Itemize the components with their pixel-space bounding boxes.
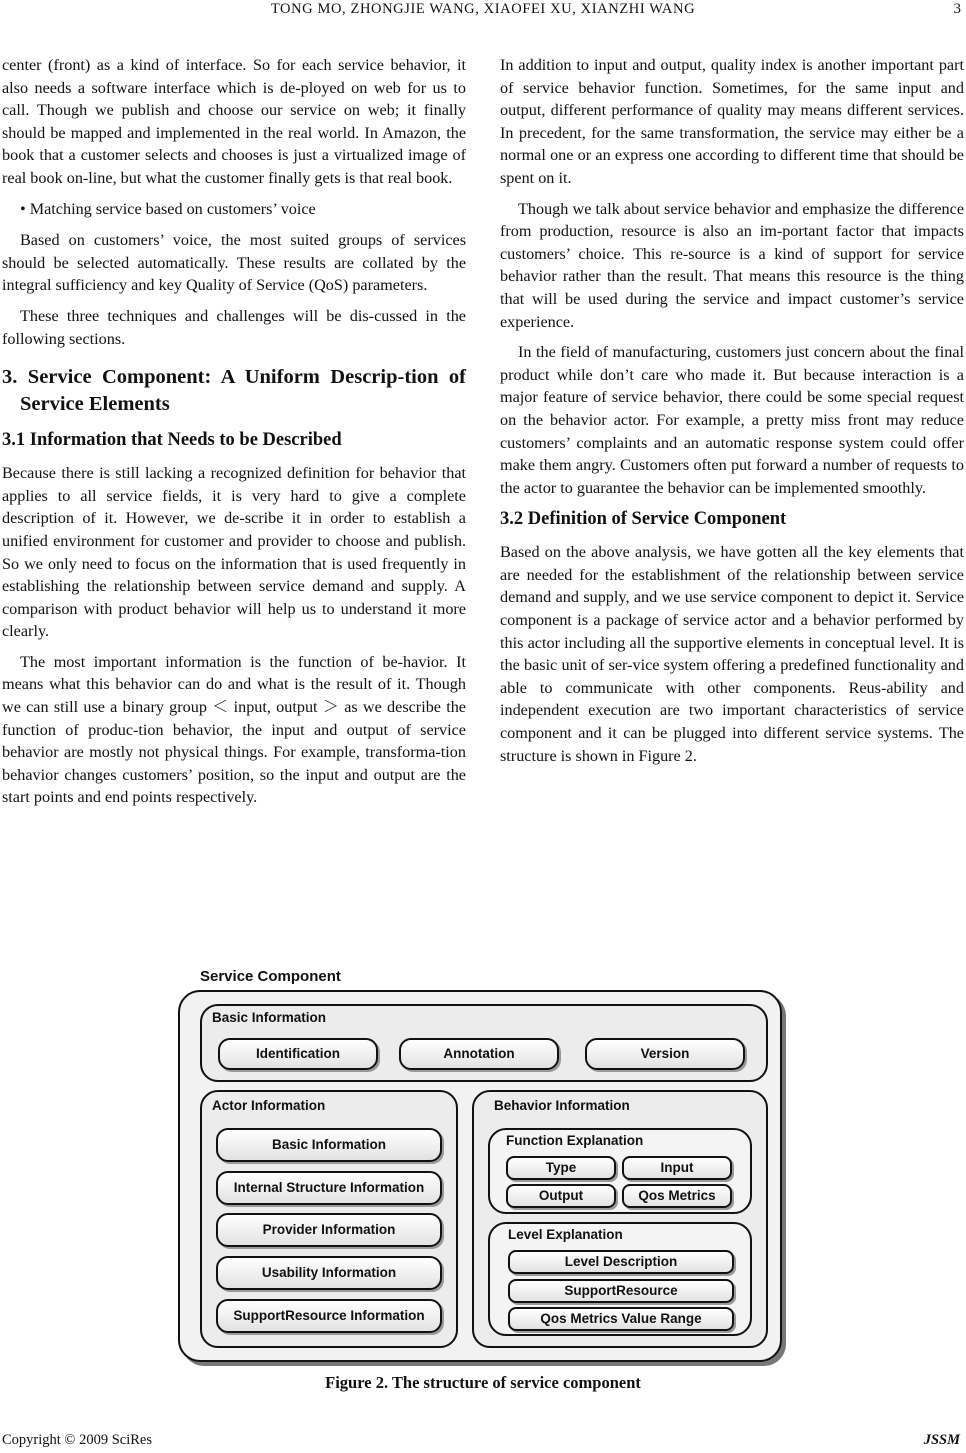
section-heading: 3. Service Component: A Uniform Descrip-tion of Service Elements [2, 366, 466, 416]
internal-structure-information-box: Internal Structure Information [216, 1171, 442, 1205]
copyright-text: Copyright © 2009 SciRes [2, 1432, 152, 1448]
running-head-authors: TONG MO, ZHONGJIE WANG, XIAOFEI XU, XIANZHI WANG [270, 1, 696, 17]
type-box: Type [506, 1156, 616, 1180]
bullet-item: • Matching service based on customers’ voice [20, 199, 316, 218]
paragraph: Because there is still lacking a recognized definition for behavior that applies to all service fields, it is very hard to give a complete description of it. However, we de-scribe it in order to establish a unified environment for customer and provider to choose and publish. So we only need to focus on the information that is used frequently in establishing the relationship between service demand and supply. A comparison with product behavior will help us to understand it more clearly. [2, 464, 466, 641]
page-number: 3 [953, 1, 961, 17]
level-description-box: Level Description [508, 1250, 734, 1274]
journal-name: JSSM [923, 1432, 960, 1448]
subsection-heading: 3.2 Definition of Service Component [500, 509, 787, 530]
usability-information-box: Usability Information [216, 1256, 442, 1290]
paragraph: In addition to input and output, quality index is another important part of service behavior function. Sometimes, for the same input and output, different performance of quality may means different services. In precedent, for the same transformation, the service may either be a normal one or an express one according to different time that should be spent on it. [500, 56, 964, 187]
paragraph: Based on the above analysis, we have gotten all the key elements that are needed for the establishment of the relationship between service demand and supply, and we use service component to depict it. Service component is a package of service actor and a behavior performed by this actor including all the supportive elements in conceptual level. It is the basic unit of ser-vice system offering a predefined functionality and able to communicate with other components. Reus-ability and independent execution are two important characteristics of service component and it can be plugged into different service systems. The structure is shown in Figure 2. [500, 543, 964, 765]
panel-title: Level Explanation [508, 1227, 623, 1242]
left-column [2, 54, 466, 817]
version-box: Version [585, 1038, 745, 1070]
supportresource-box: SupportResource [508, 1279, 734, 1303]
subsection-heading: 3.1 Information that Needs to be Described [2, 430, 342, 451]
paragraph: In the field of manufacturing, customers just concern about the final product while don’t care who made it. But because interaction is a major feature of service behavior, there could be some special request on the behavior actor. For example, a pretty miss front may reduce customers’ complaints and an automatic response system could offer make them angry. Customers often put forward a number of requests to the actor to guarantee the behavior can be implemented smoothly. [500, 343, 964, 497]
panel-title: Function Explanation [506, 1133, 644, 1148]
panel-title: Behavior Information [494, 1098, 630, 1113]
service-component-box [178, 990, 782, 1362]
figure-service-component [0, 960, 966, 1360]
figure-title: Service Component [200, 968, 341, 985]
supportresource-information-box: SupportResource Information [216, 1299, 442, 1333]
page-footer [2, 1432, 964, 1449]
qos-metrics-box: Qos Metrics [622, 1184, 732, 1208]
provider-information-box: Provider Information [216, 1213, 442, 1247]
paragraph: Though we talk about service behavior and emphasize the difference from production, resource is also an im-portant factor that impacts customers’ choice. This re-source is a kind of support for service behavior rather than the result. That means this resource is the thing that will be used during the service and impact customer’s service experience. [500, 199, 964, 331]
panel-title: Basic Information [212, 1010, 327, 1025]
page-header [0, 0, 966, 24]
qos-metrics-value-range-box: Qos Metrics Value Range [508, 1307, 734, 1331]
behavior-information-panel [472, 1090, 768, 1348]
annotation-box: Annotation [399, 1038, 559, 1070]
level-explanation-panel [488, 1222, 752, 1336]
output-box: Output [506, 1184, 616, 1208]
right-column [500, 54, 964, 775]
paragraph: These three techniques and challenges will be dis-cussed in the following sections. [2, 306, 466, 348]
basic-information-panel [200, 1004, 768, 1082]
function-explanation-panel [488, 1128, 752, 1214]
actor-basic-information-box: Basic Information [216, 1128, 442, 1162]
panel-title: Actor Information [212, 1098, 326, 1113]
figure-caption: Figure 2. The structure of service component [325, 1373, 641, 1392]
input-box: Input [622, 1156, 732, 1180]
paragraph: Based on customers’ voice, the most suited groups of services should be selected automatically. These results are collated by the integral sufficiency and key Quality of Service (QoS) parameters. [2, 231, 466, 295]
paragraph: The most important information is the function of be-havior. It means what this behavior can do and what is the result of it. Though we can still use a binary group ＜ input, output ＞ as we describe the function of produc-tion behavior, the input and output of service behavior are mostly not physical things. For example, transforma-tion behavior changes customers’ position, so the input and output are the start points and end points respectively. [2, 652, 466, 807]
actor-information-panel [200, 1090, 458, 1348]
paragraph: center (front) as a kind of interface. So for each service behavior, it also needs a software interface which is de-ployed on web for us to call. Though we publish and choose our service on web; it finally should be mapped and implemented in the real world. In Amazon, the book that a customer selects and chooses is just a virtualized image of real book on-line, but what the customer finally gets is that real book. [2, 56, 466, 187]
identification-box: Identification [218, 1038, 378, 1070]
